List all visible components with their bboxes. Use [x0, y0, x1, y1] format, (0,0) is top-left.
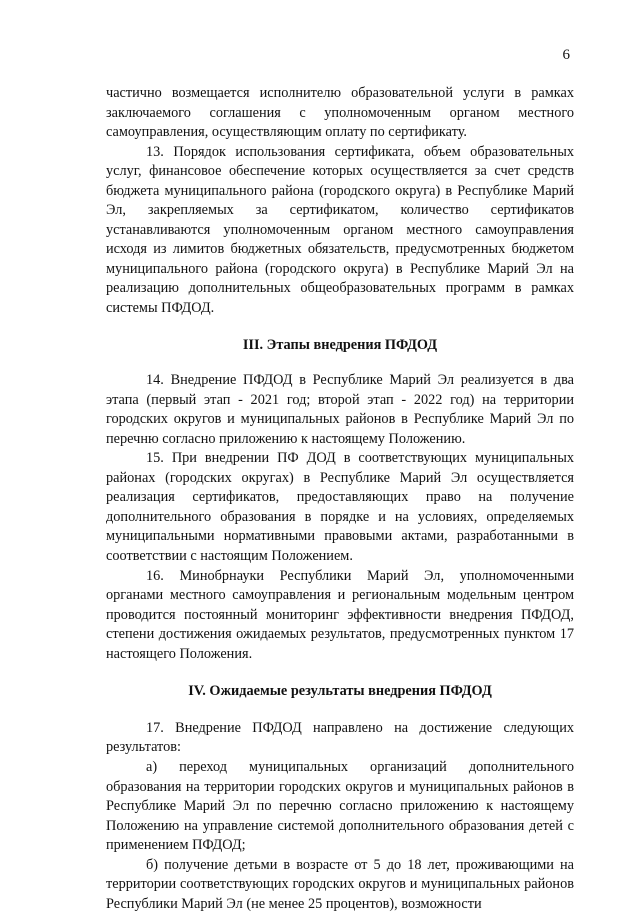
- section-heading-4: IV. Ожидаемые результаты внедрения ПФДОД: [188, 683, 492, 700]
- paragraph-14: 14. Внедрение ПФДОД в Республике Марий Эл реализуется в два этапа (первый этап - 2021 год; второй этап - 2022 год) на территории городских округов и муниципальных районов в Республике Марий Эл по перечню согласно приложению к настоящему Положению.: [106, 372, 574, 447]
- page-number: 6: [562, 47, 570, 63]
- paragraph-17-a: а) переход муниципальных организаций дополнительного образования на территории городских округов и муниципальных районов в Республике Марий Эл по перечню согласно приложению к настоящему Положению на управление системой дополнительного образования детей с применением ПФДОД;: [106, 758, 574, 854]
- paragraph-continuation: частично возмещается исполнителю образовательной услуги в рамках заключаемого соглашения с уполномоченным органом местного самоуправления, осуществляющим оплату по сертификату.: [106, 85, 574, 141]
- paragraph-17: 17. Внедрение ПФДОД направлено на достижение следующих результатов:: [106, 719, 574, 756]
- paragraph-17-b: б) получение детьми в возрасте от 5 до 18 лет, проживающими на территории соответствующих городских округов и муниципальных районов Республики Марий Эл (не менее 25 процентов), возможности: [106, 856, 574, 912]
- paragraph-13: 13. Порядок использования сертификата, объем образовательных услуг, финансовое обеспечение которых осуществляется за счет средств бюджета муниципального района (городского округа) в Республике Марий Эл, закрепляемых за сертификатом, количество сертификатов устанавливаются уполномоченным органом местного самоуправления исходя из лимитов бюджетных обязательств, предусмотренных бюджетом муниципального района (городского округа) в Республике Марий Эл на реализацию дополнительных общеобразовательных программ в рамках системы ПФДОД.: [106, 143, 574, 317]
- paragraph-16: 16. Минобрнауки Республики Марий Эл, уполномоченными органами местного самоуправления и региональным модельным центром проводится постоянный мониторинг эффективности внедрения ПФДОД, степени достижения ожидаемых результатов, предусмотренных пунктом 17 настоящего Положения.: [106, 567, 574, 662]
- paragraph-15: 15. При внедрении ПФ ДОД в соответствующих муниципальных районах (городских округах) в Республике Марий Эл осуществляется реализация сертификатов, предоставляющих право на получение дополнительного образования в порядке и на условиях, определяемых муниципальными нормативными правовыми актами, разработанными в соответствии с настоящим Положением.: [106, 450, 574, 565]
- document-body: [106, 84, 574, 914]
- section-heading-3: III. Этапы внедрения ПФДОД: [242, 336, 438, 353]
